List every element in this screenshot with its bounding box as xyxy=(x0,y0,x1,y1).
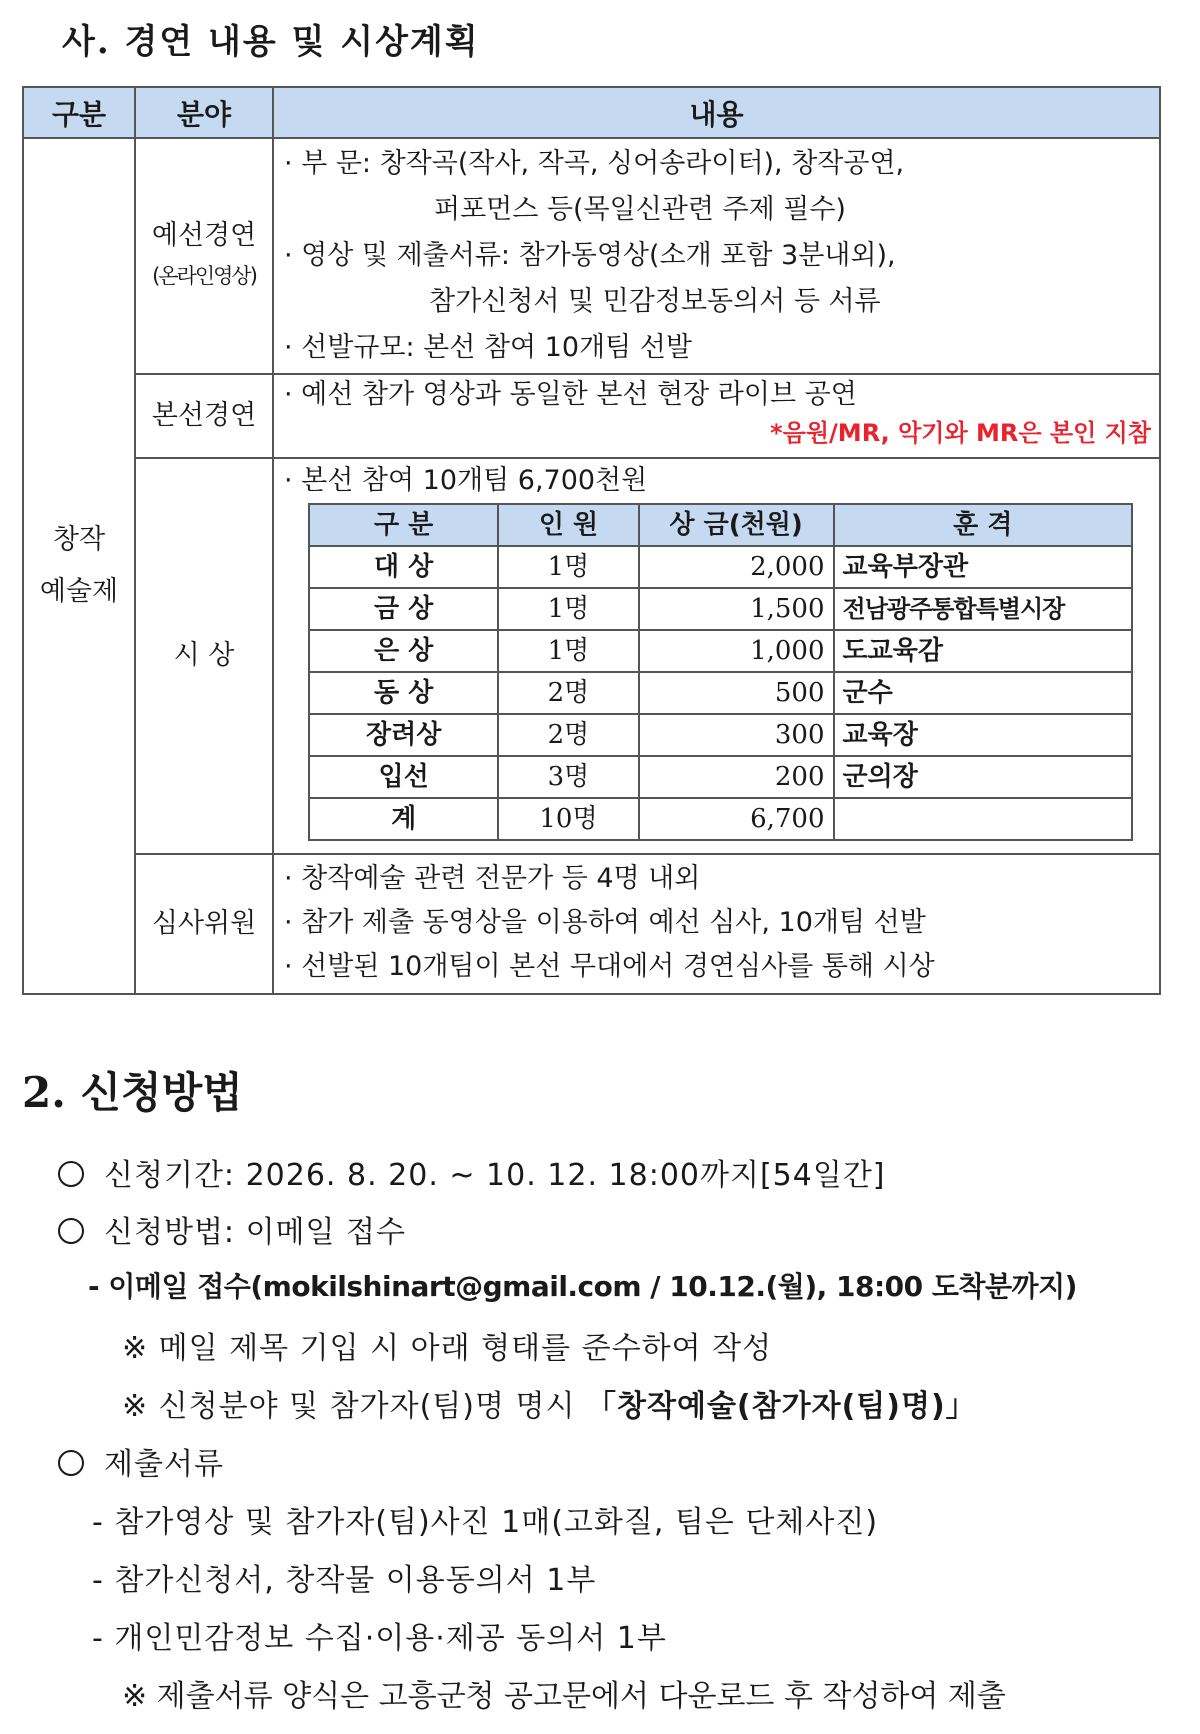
prize-count: 3명 xyxy=(498,756,638,798)
judges-field: 심사위원 xyxy=(135,854,273,994)
prelim-line: · 선발규모: 본선 참여 10개팀 선발 xyxy=(284,332,692,363)
period-line xyxy=(58,1150,886,1194)
prize-table xyxy=(308,503,1133,841)
doc-item: - 참가영상 및 참가자(팀)사진 1매(고화질, 팀은 단체사진) xyxy=(92,1505,879,1540)
prize-header-row xyxy=(309,504,1132,546)
final-row xyxy=(23,374,1160,458)
prize-amount: 300 xyxy=(639,714,834,756)
circle-bullet-icon xyxy=(58,1218,84,1244)
prize-count: 2명 xyxy=(498,672,638,714)
method-line xyxy=(58,1207,406,1251)
table-row xyxy=(309,798,1132,840)
docs-title: 제출서류 xyxy=(104,1447,224,1482)
prelim-field-sub: (온라인영상) xyxy=(152,264,256,288)
circle-bullet-icon xyxy=(58,1450,84,1476)
prize-name: 대 상 xyxy=(309,546,498,588)
prize-name: 금 상 xyxy=(309,588,498,630)
award-content xyxy=(273,458,1160,854)
prize-header: 훈 격 xyxy=(834,504,1132,546)
prelim-field xyxy=(135,138,273,374)
doc-item: - 개인민감정보 수집·이용·제공 동의서 1부 xyxy=(92,1621,667,1656)
prize-count: 1명 xyxy=(498,588,638,630)
circle-bullet-icon xyxy=(58,1161,84,1187)
doc-item: - 참가신청서, 창작물 이용동의서 1부 xyxy=(92,1563,597,1598)
header-field: 분야 xyxy=(135,87,273,138)
prelim-line: 퍼포먼스 등(목일신관련 주제 필수) xyxy=(434,194,846,225)
prize-name: 은 상 xyxy=(309,630,498,672)
judges-line: · 창작예술 관련 전문가 등 4명 내외 xyxy=(284,863,701,894)
note1-line: ※ 메일 제목 기입 시 아래 형태를 준수하여 작성 xyxy=(122,1331,773,1366)
prize-count: 10명 xyxy=(498,798,638,840)
prize-honor: 군수 xyxy=(834,672,1132,714)
prize-honor: 교육부장관 xyxy=(834,546,1132,588)
prize-count: 1명 xyxy=(498,546,638,588)
prize-honor: 전남광주통합특별시장 xyxy=(834,588,1132,630)
table-row xyxy=(309,714,1132,756)
judges-row xyxy=(23,854,1160,994)
prize-amount: 6,700 xyxy=(639,798,834,840)
prize-amount: 1,500 xyxy=(639,588,834,630)
prize-honor: 도교육감 xyxy=(834,630,1132,672)
judges-line: · 참가 제출 동영상을 이용하여 예선 심사, 10개팀 선발 xyxy=(284,907,926,938)
note2-line xyxy=(122,1381,977,1425)
prize-honor: 군의장 xyxy=(834,756,1132,798)
final-note: *음원/MR, 악기와 MR은 본인 지참 xyxy=(770,419,1151,447)
judges-line: · 선발된 10개팀이 본선 무대에서 경연심사를 통해 시상 xyxy=(284,951,935,982)
prelim-line: · 부 문: 창작곡(작사, 작곡, 싱어송라이터), 창작공연, xyxy=(284,148,905,179)
prize-count: 1명 xyxy=(498,630,638,672)
prize-honor: 교육장 xyxy=(834,714,1132,756)
method-text: 신청방법: 이메일 접수 xyxy=(104,1215,406,1250)
category-label: 창작 예술제 xyxy=(39,524,119,607)
final-content xyxy=(273,374,1160,458)
table-row xyxy=(309,630,1132,672)
final-line: · 예선 참가 영상과 동일한 본선 현장 라이브 공연 xyxy=(284,379,857,410)
note2-text: ※ 신청분야 및 참가자(팀)명 명시 xyxy=(122,1389,586,1424)
contest-table xyxy=(22,86,1161,995)
prelim-line: · 영상 및 제출서류: 참가동영상(소개 포함 3분내외), xyxy=(284,240,896,271)
header-category: 구분 xyxy=(23,87,135,138)
prelim-row xyxy=(23,138,1160,374)
judges-content xyxy=(273,854,1160,994)
prize-amount: 2,000 xyxy=(639,546,834,588)
section-heading: 사. 경연 내용 및 시상계획 xyxy=(62,22,480,62)
prize-name: 입선 xyxy=(309,756,498,798)
prelim-field-label: 예선경연 xyxy=(151,220,257,251)
prize-header: 구 분 xyxy=(309,504,498,546)
final-field: 본선경연 xyxy=(135,374,273,458)
table-row xyxy=(309,546,1132,588)
prize-amount: 500 xyxy=(639,672,834,714)
table-row xyxy=(309,672,1132,714)
prize-count: 2명 xyxy=(498,714,638,756)
docs-title-line xyxy=(58,1439,224,1483)
docs-note: ※ 제출서류 양식은 고흥군청 공고문에서 다운로드 후 작성하여 제출 xyxy=(122,1679,1006,1714)
prize-honor xyxy=(834,798,1132,840)
period-text: 신청기간: 2026. 8. 20. ~ 10. 12. 18:00까지[54일간] xyxy=(104,1158,886,1193)
award-intro: · 본선 참여 10개팀 6,700천원 xyxy=(284,465,648,496)
header-content: 내용 xyxy=(273,87,1160,138)
prelim-line: 참가신청서 및 민감정보동의서 등 서류 xyxy=(429,286,881,317)
award-row xyxy=(23,458,1160,854)
email-line: - 이메일 접수(mokilshinart@gmail.com / 10.12.(월), 18:00 도착분까지) xyxy=(88,1270,1077,1303)
table-header-row xyxy=(23,87,1160,138)
prize-name: 계 xyxy=(309,798,498,840)
note2-format: 「창작예술(참가자(팀)명)」 xyxy=(586,1389,977,1424)
prize-header: 인 원 xyxy=(498,504,638,546)
prize-amount: 1,000 xyxy=(639,630,834,672)
category-cell xyxy=(23,138,135,994)
award-field: 시 상 xyxy=(135,458,273,854)
prize-name: 장려상 xyxy=(309,714,498,756)
prize-name: 동 상 xyxy=(309,672,498,714)
table-row xyxy=(309,756,1132,798)
prize-header: 상 금(천원) xyxy=(639,504,834,546)
section2-title: 2. 신청방법 xyxy=(22,1068,243,1117)
table-row xyxy=(309,588,1132,630)
prize-amount: 200 xyxy=(639,756,834,798)
prelim-content xyxy=(273,138,1160,374)
